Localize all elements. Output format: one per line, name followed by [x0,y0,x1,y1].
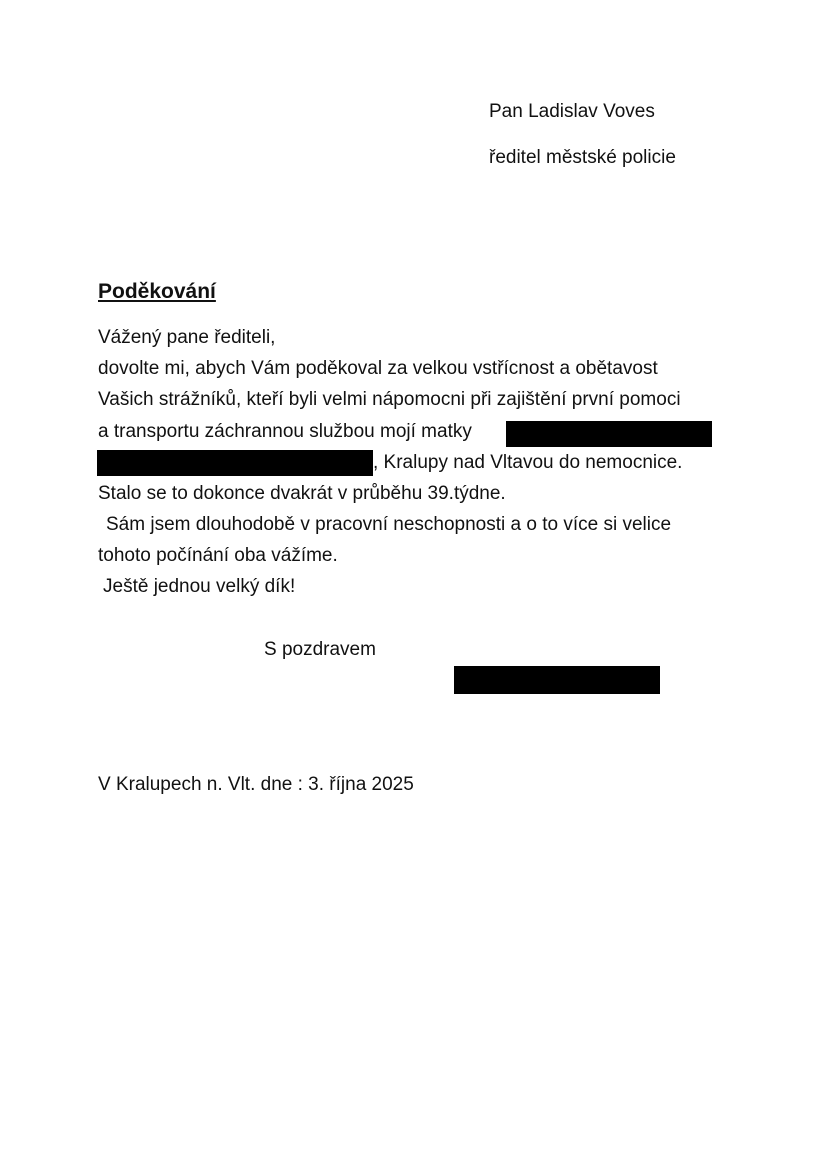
place-date: V Kralupech n. Vlt. dne : 3. října 2025 [98,774,414,795]
body-line: , Kralupy nad Vltavou do nemocnice. [373,452,683,473]
body-line: Ještě jednou velký dík! [103,576,296,597]
body-line: Sám jsem dlouhodobě v pracovní neschopnosti a o to více si velice [106,514,672,535]
body-line: tohoto počínání oba vážíme. [98,545,338,566]
recipient-name: Pan Ladislav Voves [489,101,655,122]
closing: S pozdravem [264,639,376,660]
body-line: Stalo se to dokonce dvakrát v průběhu 39.týdne. [98,483,506,504]
recipient-role: ředitel městské policie [489,147,676,168]
redaction-bar [506,421,712,447]
letter-title: Poděkování [98,280,216,303]
signature-redaction [454,666,660,694]
body-line: a transportu záchrannou službou mojí matky [98,421,472,442]
body-line: Vašich strážníků, kteří byli velmi nápomocni při zajištění první pomoci [98,389,681,410]
redaction-bar [97,450,373,476]
body-line: dovolte mi, abych Vám poděkoval za velkou vstřícnost a obětavost [98,358,658,379]
salutation: Vážený pane řediteli, [98,327,276,348]
